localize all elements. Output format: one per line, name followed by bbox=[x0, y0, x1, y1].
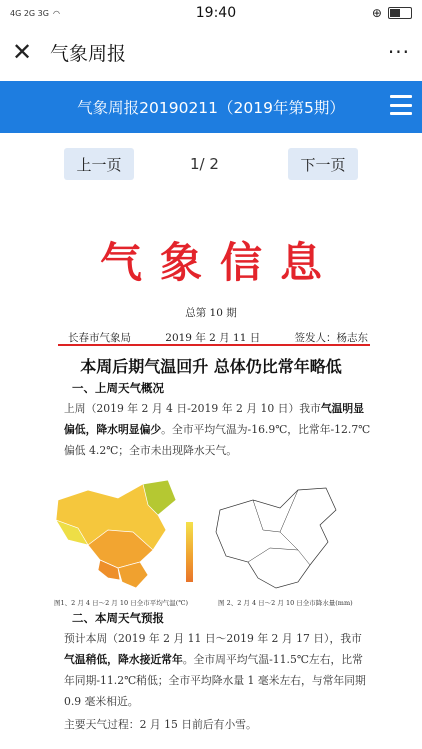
status-bar bbox=[0, 0, 422, 26]
paragraph-2 bbox=[64, 628, 372, 712]
next-page-button[interactable]: 下一页 bbox=[288, 148, 358, 180]
close-icon[interactable]: ✕ bbox=[12, 38, 33, 66]
document-title: 气象信息 bbox=[99, 238, 340, 287]
section-heading-1: 一、上周天气概况 bbox=[72, 381, 164, 395]
paragraph-2-text-b: 。全市周平均气温-11.5℃左右，比常年同期-11.2℃稍低；全市平均降水量 1 毫米左右，与常年同期 0.9 毫米相近。 bbox=[64, 653, 366, 708]
caption-temperature-map: 图1、2 月 4 日～2 月 10 日全市平均气温(℃) bbox=[54, 599, 189, 607]
signal-text: 4G 2G 3G bbox=[10, 8, 49, 18]
battery-icon bbox=[388, 7, 412, 19]
paragraph-2-text-a: 预计本周（2019 年 2 月 11 日～2019 年 2 月 17 日），我市 bbox=[64, 632, 362, 645]
page-indicator: 1/ 2 bbox=[190, 155, 219, 173]
red-divider bbox=[58, 344, 370, 346]
paragraph-1-text-b: 。全市平均气温为-16.9℃，比常年-12.7℃偏低 4.2℃；全市未出现降水天气。 bbox=[64, 423, 371, 457]
clock: 19:40 bbox=[195, 5, 237, 21]
paragraph-1-emphasis: 气温明显偏低，降水明显偏少 bbox=[64, 402, 365, 436]
headline: 本周后期气温回升 总体仍比常年略低 bbox=[80, 357, 342, 376]
alarm-icon: ⊕ bbox=[371, 6, 382, 20]
temperature-map bbox=[48, 470, 368, 610]
issue-number: 总第 10 期 bbox=[185, 307, 237, 319]
paragraph-1-text-a: 上周（2019 年 2 月 4 日-2019 年 2 月 10 日）我市 bbox=[64, 402, 321, 415]
section-heading-2: 二、本周天气预报 bbox=[72, 611, 164, 625]
issue-date: 2019 年 2 月 11 日 bbox=[165, 332, 261, 344]
document-page bbox=[0, 230, 422, 731]
report-title: 气象周报20190211（2019年第5期） bbox=[77, 99, 345, 117]
prev-page-button[interactable]: 上一页 bbox=[64, 148, 134, 180]
report-banner bbox=[0, 81, 422, 133]
paragraph-3: 主要天气过程：2 月 15 日前后有小雪。 bbox=[64, 718, 257, 731]
paragraph-1 bbox=[64, 398, 372, 461]
document-meta bbox=[68, 330, 368, 345]
wifi-icon: ◠ bbox=[52, 8, 60, 18]
more-options-button[interactable]: ··· bbox=[387, 40, 410, 64]
signal-indicators bbox=[10, 9, 60, 18]
issuing-org: 长春市气象局 bbox=[68, 332, 131, 344]
hamburger-menu-icon[interactable] bbox=[390, 95, 412, 115]
caption-precip-map: 图 2、2 月 4 日～2 月 10 日全市降水量(mm) bbox=[218, 599, 353, 607]
pager bbox=[0, 148, 422, 182]
page-title: 气象周报 bbox=[50, 42, 127, 65]
app-titlebar bbox=[0, 26, 422, 78]
map-figures bbox=[48, 470, 368, 610]
paragraph-2-emphasis: 气温稍低，降水接近常年 bbox=[64, 653, 183, 666]
signer: 签发人：杨志东 bbox=[294, 332, 368, 344]
